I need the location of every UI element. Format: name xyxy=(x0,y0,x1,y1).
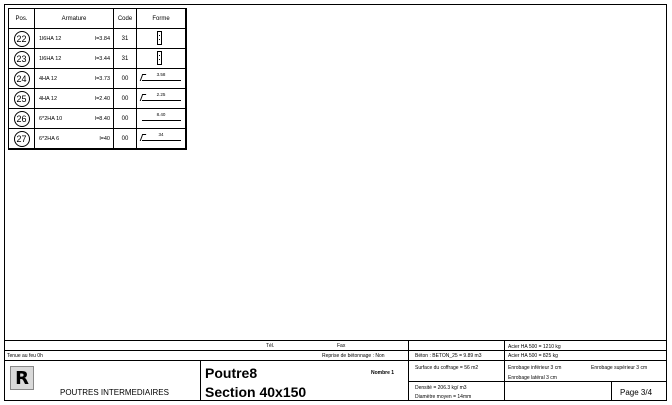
table-row xyxy=(9,129,187,150)
forme-cell xyxy=(137,69,187,89)
formwork-surface: Surface du coffrage = 56 m2 xyxy=(415,365,479,371)
forme-cell xyxy=(137,129,187,150)
code-cell: 00 xyxy=(114,89,137,109)
header-pos: Pos. xyxy=(9,9,35,29)
table-row xyxy=(9,49,187,69)
bar-length: l=8.40 xyxy=(94,115,110,122)
pos-cell xyxy=(9,129,35,150)
armature-cell xyxy=(35,49,114,69)
table-row xyxy=(9,69,187,89)
element-count: Nombre 1 xyxy=(371,370,395,376)
bar-line-shape xyxy=(142,120,181,121)
average-diameter: Diamètre moyen = 14mm xyxy=(415,394,472,400)
pos-cell xyxy=(9,69,35,89)
code-cell: 31 xyxy=(114,49,137,69)
position-number: 23 xyxy=(14,51,30,67)
bar-length-label: 3.58 xyxy=(156,72,166,77)
header-code: Code xyxy=(114,9,137,29)
table-row xyxy=(9,29,187,49)
steel-weight-2: Acier HA 500 = 825 kg xyxy=(508,353,558,359)
position-number: 22 xyxy=(14,31,30,47)
header-forme: Forme xyxy=(137,9,187,29)
page-number: Page 3/4 xyxy=(620,388,653,397)
rebar-schedule-table xyxy=(8,8,187,150)
bar-length-label: 34 xyxy=(158,132,164,137)
steel-density: Densité = 206.3 kg/ m3 xyxy=(415,385,467,391)
pos-cell xyxy=(9,29,35,49)
fire-resistance: Tenue au feu 0h xyxy=(7,353,43,359)
tel-label: Tél. xyxy=(266,343,275,349)
forme-cell xyxy=(137,49,187,69)
armature-cell xyxy=(35,129,114,150)
armature-cell xyxy=(35,29,114,49)
bar-length: l=40 xyxy=(99,135,110,142)
forme-cell xyxy=(137,29,187,49)
bar-spec: 6*2HA 6 xyxy=(39,135,60,142)
bar-spec: 1l6HA 12 xyxy=(39,55,62,62)
bar-line-shape xyxy=(142,100,181,101)
code-cell: 31 xyxy=(114,29,137,49)
forme-cell xyxy=(137,89,187,109)
stirrup-shape xyxy=(157,31,162,45)
code-cell: 00 xyxy=(114,69,137,89)
armature-cell xyxy=(35,109,114,129)
cover-bottom: Enrobage inférieur 3 cm xyxy=(508,365,562,371)
bar-spec: 4HA 12 xyxy=(39,95,58,102)
fax-label: Fax xyxy=(337,343,346,349)
reprise-betonnage: Reprise de bétonnage : Non xyxy=(322,353,385,359)
code-cell: 00 xyxy=(114,129,137,150)
title-block xyxy=(4,340,667,401)
app-logo xyxy=(10,366,34,390)
element-name: Poutre8 xyxy=(205,365,258,381)
position-number: 26 xyxy=(14,111,30,127)
section-size: Section 40x150 xyxy=(205,384,307,400)
position-number: 25 xyxy=(14,91,30,107)
bar-line-shape xyxy=(142,140,181,141)
bar-length: l=3.84 xyxy=(94,35,110,42)
bar-length: l=2.40 xyxy=(94,95,110,102)
bar-spec: 1l6HA 12 xyxy=(39,35,62,42)
bar-length-label: 8.40 xyxy=(156,112,166,117)
bar-line-shape xyxy=(142,80,181,81)
bar-spec: 6*2HA 10 xyxy=(39,115,63,122)
bar-length: l=3.73 xyxy=(94,75,110,82)
cover-side: Enrobage latéral 3 cm xyxy=(508,375,557,381)
bar-length-label: 2.25 xyxy=(156,92,166,97)
armature-cell xyxy=(35,89,114,109)
forme-cell xyxy=(137,109,187,129)
logo-letter: R xyxy=(15,367,29,389)
table-row xyxy=(9,89,187,109)
code-cell: 00 xyxy=(114,109,137,129)
bar-spec: 4HA 12 xyxy=(39,75,58,82)
pos-cell xyxy=(9,109,35,129)
project-name: POUTRES INTERMEDIAIRES xyxy=(60,388,169,397)
armature-cell xyxy=(35,69,114,89)
pos-cell xyxy=(9,49,35,69)
position-number: 24 xyxy=(14,71,30,87)
steel-weight-1: Acier HA 500 = 1210 kg xyxy=(508,344,561,350)
table-header-row xyxy=(9,9,187,29)
cover-top: Enrobage supérieur 3 cm xyxy=(591,365,648,371)
stirrup-shape xyxy=(157,51,162,65)
table-row xyxy=(9,109,187,129)
pos-cell xyxy=(9,89,35,109)
bar-length: l=3.44 xyxy=(94,55,110,62)
header-armature: Armature xyxy=(35,9,114,29)
position-number: 27 xyxy=(14,131,30,147)
concrete-volume: Béton : BETON_25 = 9.89 m3 xyxy=(415,353,482,359)
